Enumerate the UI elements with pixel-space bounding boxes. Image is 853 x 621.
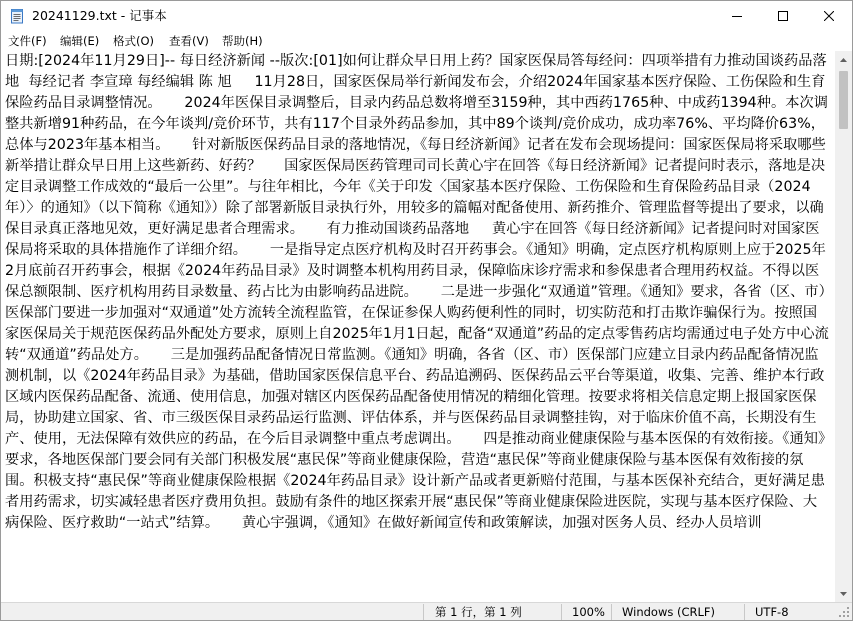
vertical-scrollbar[interactable] <box>835 51 852 602</box>
menu-bar <box>1 31 852 51</box>
zoom-level: 100% <box>572 605 605 619</box>
status-divider <box>611 604 612 620</box>
chevron-down-icon <box>840 592 847 596</box>
notepad-app-icon <box>9 8 25 24</box>
document-text[interactable]: 日期:[2024年11月29日]-- 每日经济新闻 --版次:[01]如何让群众早日用上药？国家医保局答每经问：四项举措有力推动国谈药品落地 每经记者 李宣璋 每经编辑 陈 旭 11月28日，国家医保局举行新闻发布会，介绍2024年国家基本医疗保险、工伤保险和生育保险药品目录调整情况。 2024年医保目录调整后，目录内药品总数将增至3159种，其中西药1765种、中成药1394种。本次调整共新增91种药品，在今年谈判/竞价环节，共有117个目录外药品参加，其中89个谈判/竞价成功，成功率76%、平均降价63%，总体与2023年基本相当。 针对新版医保药品目录的落地情况，《每日经济新闻》记者在发布会现场提问：国家医保局将采取哪些新举措让群众早日用上这些新药、好药？ 国家医保局医药管理司司长黄心宇在回答《每日经济新闻》记者提问时表示，落地是决定目录调整工作成效的“最后一公里”。与往年相比，今年《关于印发〈国家基本医疗保险、工伤保险和生育保险药品目录（2024年）〉的通知》（以下简称《通知》）除了部署新版目录执行外，用较多的篇幅对配备使用、新药推介、管理监督等提出了要求，以确保目录真正落地见效，更好满足患者合理需求。 有力推动国谈药品落地 黄心宇在回答《每日经济新闻》记者提问时对国家医保局将采取的具体措施作了详细介绍。 一是指导定点医疗机构及时召开药事会。《通知》明确，定点医疗机构原则上应于2025年2月底前召开药事会，根据《2024年药品目录》及时调整本机构用药目录，保障临床诊疗需求和参保患者合理用药权益。不得以医保总额限制、医疗机构用药目录数量、药占比为由影响药品进院。 二是进一步强化“双通道”管理。《通知》要求，各省（区、市）医保部门要进一步加强对“双通道”处方流转全流程监管，在保证参保人购药便利性的同时，切实防范和打击欺诈骗保行为。按照国家医保局关于规范医保药品外配处方要求，原则上自2025年1月1日起，配备“双通道”药品的定点零售药店均需通过电子处方中心流转“双通道”药品处方。 三是加强药品配备情况日常监测。《通知》明确，各省（区、市）医保部门应建立目录内药品配备情况监测机制，以《2024年药品目录》为基础，借助国家医保信息平台、药品追溯码、医保药品云平台等渠道，收集、完善、维护本行政区域内医保药品配备、流通、使用信息，加强对辖区内医保药品配备使用情况的精细化管理。按要求将相关信息定期上报国家医保局，协助建立国家、省、市三级医保目录药品运行监测、评估体系，并与医保药品目录调整挂钩，对于临床价值不高，长期没有生产、使用，无法保障有效供应的药品，在今后目录调整中重点考虑调出。 四是推动商业健康保险与基本医保的有效衔接。《通知》要求，各地医保部门要会同有关部门积极发展“惠民保”等商业健康保险，营造“惠民保”等商业健康保险与基本医保有效衔接的氛围。积极支持“惠民保”等商业健康保险根据《2024年药品目录》设计新产品或者更新赔付范围，与基本医保补充结合，更好满足患者用药需求，切实减轻患者医疗费用负担。鼓励有条件的地区探索开展“惠民保”等商业健康保险进医院，实现与基本医疗保险、大病保险、医疗救助“一站式”结算。 黄心宇强调，《通知》在做好新闻宣传和政策解读，加强对医务人员、经办人员培训 <box>5 53 829 531</box>
minimize-icon <box>732 11 742 21</box>
close-button[interactable] <box>806 1 852 31</box>
text-editor[interactable] <box>1 51 835 602</box>
cursor-position: 第 1 行，第 1 列 <box>435 605 522 619</box>
status-divider <box>561 604 562 620</box>
scroll-down-button[interactable] <box>835 585 852 602</box>
status-divider <box>744 604 745 620</box>
title-bar[interactable] <box>1 1 852 31</box>
maximize-button[interactable] <box>760 1 806 31</box>
resize-grip-icon[interactable] <box>838 606 850 618</box>
scrollbar-thumb[interactable] <box>839 71 848 129</box>
chevron-up-icon <box>840 58 847 62</box>
minimize-button[interactable] <box>714 1 760 31</box>
window-title: 20241129.txt - 记事本 <box>32 8 167 23</box>
menu-file[interactable]: 文件(F) <box>8 34 47 48</box>
maximize-icon <box>778 11 788 21</box>
menu-help[interactable]: 帮助(H) <box>222 34 263 48</box>
line-ending: Windows (CRLF) <box>622 605 716 619</box>
close-icon <box>824 11 834 21</box>
menu-format[interactable]: 格式(O) <box>113 34 155 48</box>
scroll-up-button[interactable] <box>835 51 852 68</box>
status-divider <box>423 604 424 620</box>
menu-view[interactable]: 查看(V) <box>169 34 209 48</box>
encoding: UTF-8 <box>755 605 789 619</box>
menu-edit[interactable]: 编辑(E) <box>60 34 100 48</box>
status-bar <box>1 602 852 620</box>
